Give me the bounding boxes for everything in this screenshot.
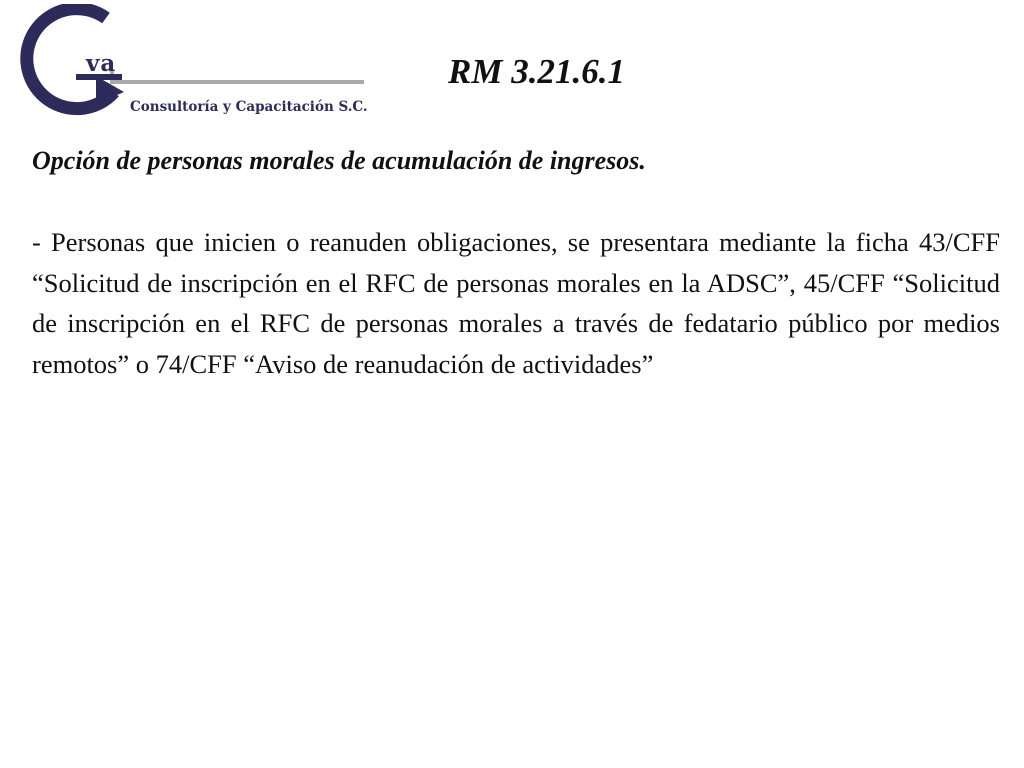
- body-paragraph: - Personas que inicien o reanuden obligaciones, se presentara mediante la ficha 43/CFF “Solicitud de inscripción en el RFC de personas morales en la ADSC”, 45/CFF “Solicitud de inscripción en el RFC de personas morales a través de fedatario público por medios remotos” o 74/CFF “Aviso de reanudación de actividades”: [32, 227, 1000, 379]
- company-logo: [6, 4, 368, 116]
- logo-letters: va: [86, 50, 117, 77]
- page-title: RM 3.21.6.1: [448, 52, 625, 91]
- section-subtitle: Opción de personas morales de acumulación de ingresos.: [32, 146, 646, 175]
- logo-caption: Consultoría y Capacitación S.C.: [130, 99, 368, 115]
